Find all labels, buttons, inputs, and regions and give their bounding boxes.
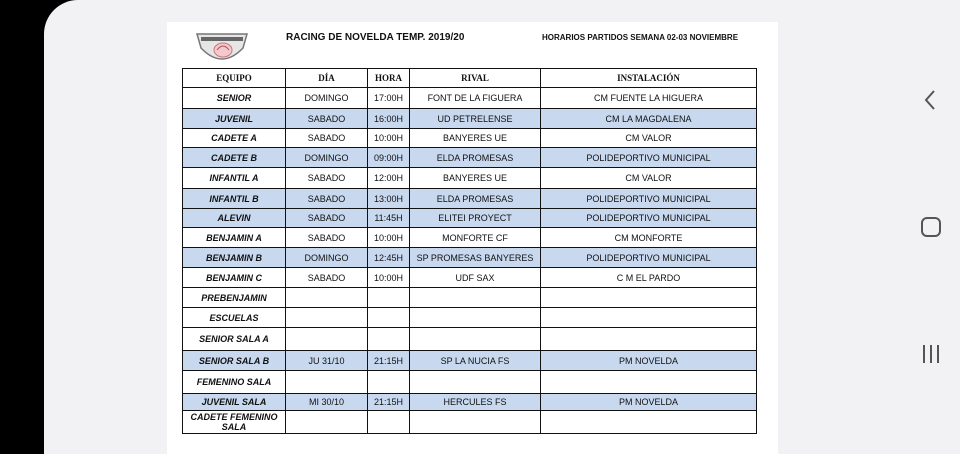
cell-time: 13:00H [368,189,410,209]
table-header-row [183,69,757,88]
cell-rival: BANYERES UE [410,168,541,189]
cell-rival: UDF SAX [410,268,541,288]
table-row [183,371,757,394]
cell-rival: UD PETRELENSE [410,109,541,129]
cell-venue [541,308,757,328]
cell-team: SENIOR SALA A [183,328,286,351]
cell-team: SENIOR SALA B [183,351,286,371]
cell-day: DOMINGO [286,88,368,109]
cell-time: 10:00H [368,129,410,148]
cell-venue: CM VALOR [541,168,757,189]
cell-day [286,308,368,328]
cell-day: DOMINGO [286,248,368,268]
cell-time: 17:00H [368,88,410,109]
cell-team: CADETE A [183,129,286,148]
table-row [183,308,757,328]
table-row [183,129,757,148]
cell-rival: ELDA PROMESAS [410,148,541,168]
table-row [183,209,757,228]
header-rival: RIVAL [410,69,541,88]
table-row [183,148,757,168]
club-crest-logo [195,30,249,68]
cell-time [368,308,410,328]
cell-team: CADETE B [183,148,286,168]
cell-team: BENJAMIN A [183,228,286,248]
cell-day: SABADO [286,268,368,288]
cell-team: ESCUELAS [183,308,286,328]
cell-day [286,328,368,351]
cell-day: DOMINGO [286,148,368,168]
cell-time: 10:00H [368,228,410,248]
cell-time [368,371,410,394]
cell-venue: POLIDEPORTIVO MUNICIPAL [541,248,757,268]
cell-time: 11:45H [368,209,410,228]
table-row [183,394,757,411]
cell-venue: CM FUENTE LA HIGUERA [541,88,757,109]
cell-venue [541,411,757,434]
cell-time: 12:45H [368,248,410,268]
cell-team: JUVENIL SALA [183,394,286,411]
cell-team: BENJAMIN C [183,268,286,288]
document-subtitle: HORARIOS PARTIDOS SEMANA 02-03 NOVIEMBRE [542,33,739,42]
cell-time: 21:15H [368,351,410,371]
cell-day: SABADO [286,168,368,189]
chevron-left-icon[interactable] [922,89,938,111]
cell-rival: ELDA PROMESAS [410,189,541,209]
cell-venue: POLIDEPORTIVO MUNICIPAL [541,209,757,228]
cell-rival: BANYERES UE [410,129,541,148]
table-row [183,109,757,129]
header-time: HORA [368,69,410,88]
header-venue: INSTALACIÓN [541,69,757,88]
table-row [183,228,757,248]
cell-venue: CM VALOR [541,129,757,148]
rounded-square-icon[interactable] [920,216,942,238]
cell-venue [541,328,757,351]
cell-rival [410,288,541,308]
cell-venue: POLIDEPORTIVO MUNICIPAL [541,148,757,168]
cell-day [286,288,368,308]
table-row [183,248,757,268]
table-row [183,351,757,371]
header-day: DÍA [286,69,368,88]
three-bars-icon[interactable] [920,344,942,364]
cell-time [368,411,410,434]
table-row [183,88,757,109]
cell-rival: SP PROMESAS BANYERES [410,248,541,268]
cell-team: BENJAMIN B [183,248,286,268]
cell-venue: POLIDEPORTIVO MUNICIPAL [541,189,757,209]
cell-rival: HERCULES FS [410,394,541,411]
cell-venue: PM NOVELDA [541,351,757,371]
cell-venue [541,371,757,394]
cell-venue: C M EL PARDO [541,268,757,288]
cell-time: 21:15H [368,394,410,411]
table-row [183,411,757,434]
cell-team: JUVENIL [183,109,286,129]
cell-day: SABADO [286,189,368,209]
cell-day: SABADO [286,129,368,148]
table-row [183,328,757,351]
cell-day: SABADO [286,209,368,228]
cell-team: CADETE FEMENINO SALA [183,411,286,434]
cell-rival: MONFORTE CF [410,228,541,248]
cell-venue: CM LA MAGDALENA [541,109,757,129]
cell-team: SENIOR [183,88,286,109]
cell-day: SABADO [286,109,368,129]
cell-team: ALEVIN [183,209,286,228]
cell-day [286,371,368,394]
cell-day: MI 30/10 [286,394,368,411]
cell-time: 10:00H [368,268,410,288]
cell-rival [410,371,541,394]
schedule-table [182,68,757,434]
cell-venue: CM MONFORTE [541,228,757,248]
table-row [183,168,757,189]
cell-time: 16:00H [368,109,410,129]
cell-time [368,328,410,351]
cell-venue: PM NOVELDA [541,394,757,411]
cell-time [368,288,410,308]
cell-time: 09:00H [368,148,410,168]
cell-team: INFANTIL A [183,168,286,189]
cell-rival [410,308,541,328]
table-row [183,189,757,209]
table-row [183,268,757,288]
cell-day: JU 31/10 [286,351,368,371]
table-row [183,288,757,308]
cell-venue [541,288,757,308]
cell-day [286,411,368,434]
cell-time: 12:00H [368,168,410,189]
header-team: EQUIPO [183,69,286,88]
document-title: RACING DE NOVELDA TEMP. 2019/20 [286,32,465,43]
cell-rival [410,328,541,351]
cell-rival: ELITEI PROYECT [410,209,541,228]
cell-rival: SP LA NUCIA FS [410,351,541,371]
cell-rival: FONT DE LA FIGUERA [410,88,541,109]
cell-team: PREBENJAMIN [183,288,286,308]
cell-rival [410,411,541,434]
cell-day: SABADO [286,228,368,248]
cell-team: INFANTIL B [183,189,286,209]
cell-team: FEMENINO SALA [183,371,286,394]
